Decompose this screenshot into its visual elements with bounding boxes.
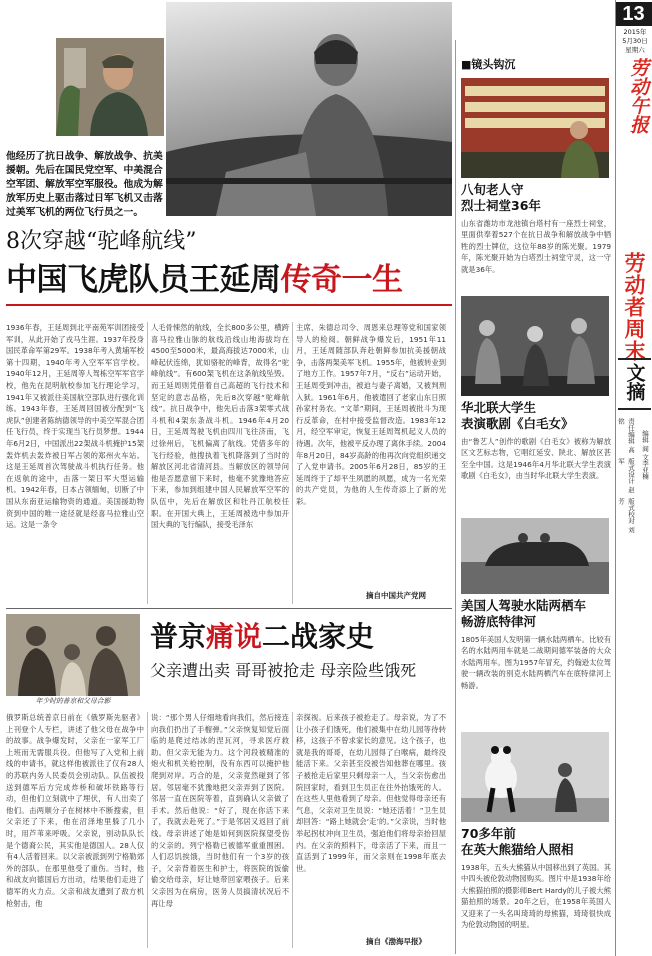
second-story-headline [150,620,374,654]
story1-title-line2: 烈士祠堂36年 [461,198,541,213]
column-divider [292,322,293,604]
story1-body: 山东省潍坊市龙池镇台塔村有一座烈士祠堂，里面供奉着527个在抗日战争和解放战争中牺牲的烈士牌位，这位年88岁的陈光聚。1979年，陈光聚开始为白塔烈士祠堂守灵，这一守就是36年。 [461,219,611,274]
sidebar-column-title-box [618,358,651,410]
putin-photo-caption: 年少时的普京和父母合影 [35,697,111,705]
page-number-box [615,2,652,26]
main-story-headline [6,260,451,300]
date-year: 2015年 [623,28,647,36]
opera-performance-photo [461,296,609,396]
second-story-subhead: 父亲遭出卖 哥哥被抢走 母亲险些饿死 [150,661,417,680]
portrait-elderly-photo [56,38,164,136]
panda-figure [461,732,609,822]
story1-title-line1: 八旬老人守 [461,182,524,197]
main-story-column-3: 主席、朱德总司令、周恩来总理等党和国家领导人的检阅。朝鲜战争爆发后，1951年11月，王延周随部队奔赴朝鲜参加抗美援朝战争，击落两架美军飞机。1955年，他被转业到了地方工作。1957年7月，“反右”运动开始，王延周受到冲击，被迫与妻子离婚，又被判刑入狱。1961年6月，他被遣回了老家山东日照孙家村务农。“文革”期间，王延周被批斗为现行反革命，在村中接受监督改造。1983年12月，经空军审定，恢复王延周驾机起义人员的待遇。次年，他被平反办理了离休手续。2004年8月20日，84岁高龄的他再次向党组织递交了入党申请书。2005年6月28日，85岁的王延周终于了却平生夙愿的夙愿，成为一名光荣的共产党员，为他的人生传奇添上了新的光彩。 [296,323,446,506]
portrait-elderly-figure [56,38,164,136]
credit-proofreader: 版式校对 刘芳 [617,498,635,533]
right-column-section-header: ■镜头钩沉 [461,58,516,71]
memorial-hall-photo [461,78,609,178]
amphibious-car-figure [461,518,609,594]
story-separator [6,608,452,609]
sidebar-column-title: 文摘 [623,363,646,401]
main-story-column-1: 1936年春，王延周到北平南苑军训团接受军训，从此开始了戎马生涯。1937年投身国民革命军第29军。1938年考入黄埔军校第十四期，1940年考入空军军官学校。1940年12月，王延周等人驾栋空军军官学校，他先在昆明航校参加飞行理论学习，1941年又被派往美国航空部队进行强化训练。1943年春，王延周回国被分配到“飞虎队”创建者陈纳德领导的中美空军混合团任飞行员，终于实现当飞行员梦想。1944年6月2日，中国派出22架战斗机掩护15架轰炸机去轰炸被日军占领的郑州火车站。这是王延周首次驾驶战斗机执行任务。他在返航的途中，击落一架日军大型运输机。1942年春，日本占领缅甸，切断了中国从东南亚运输物资的通道。美国援助物资到中国的唯一途径就是经喜马拉雅山空运。这是一条令 [6,323,144,530]
second-story-column-2: 说：“那个男人仔细地看向我们，然后接连向我们扔出了手榴弹。”父亲恢复知觉后面临的是爬过结冰的涅瓦河，寻求医疗救助。但父亲无能为力。这个河段被精准的炮火和机关枪控制，没有东西可以掩护他爬到对岸。巧合的是，父亲竟然碰到了邻居。邻居毫不犹豫地把父亲弄到了医院。邻居一直在医院等着，直到确认父亲做了手术。然后他说：“好了，现在你活下来了，我就去赴死了。”于是邻居又返回了前线。母亲讲述了她是如何到医院探望受伤的父亲的。列宁格勒已被德军重重围困。人们忍饥挨饿，当时他们有一个3岁的孩子，父亲背着医生和护士，将医院的饭偷偷交给母亲，好让她带回家喂孩子。后来父亲因为在病房，医务人员搞清状况后不再让母 [151,713,289,908]
column-divider [292,712,293,948]
story2-body: 由“鲁艺人”创作的歌剧《白毛女》被称为解放区文艺标志物，它唱红延安、陕北、解放区甚至全中国。这是1946年4月华北联大学生表演歌剧《白毛女》，由当时华北联大学生表演。 [461,437,611,481]
story2-title-line2: 表演歌剧《白毛女》 [461,416,574,431]
date-weekday: 星期六 [625,46,645,54]
credit-editor: 责任编辑 高铭 [617,418,635,453]
amphibious-car-photo [461,518,609,594]
sidebar-credits-right [640,430,650,540]
story3-title-line2: 畅游底特律河 [461,614,537,629]
family-figures [6,614,140,696]
sidebar-credits [616,418,636,538]
panda-photographer-photo [461,732,609,822]
credit-designer: 版式设计 赵军 [617,458,635,493]
memorial-hall-figure [461,78,609,178]
masthead-logo: 劳动午报 [627,58,649,134]
putin-family-photo [6,614,140,696]
credit-editor-2: 编辑 阎 文 [641,430,649,461]
headline-black-part: 中国飞虎队员王延周 [6,262,281,298]
main-story-column-2: 人毛骨悚然的航线，全长800多公里，横跨喜马拉雅山脉的航线沿线山地海拔均在4500至5000米，最高海拔达7000米，山峰起伏连绵，犹如骆驼的峰背，故得名“驼峰航线”。有600架飞机在这条航线坠毁。而王延周则凭借着自己高超的飞行技术和坚定的意志品格，先后8次穿越“驼峰航线”。抗日战争中，他先后击落3架零式战斗机和4架东条战斗机。1946年4月20日，王延周驾驶飞机由四川飞往济南，飞过徐州后，飞机偏离了航线。凭借多年的飞行经验，他搜执着飞机降落到了当时的解放区河北省清河县。当解放区的领导问他是否愿意留下来时，他毫不犹豫地答应下来，参加到组建中国人民解放军空军的队伍中，先后在解放区和牡丹江航校任职。在开国大典上，王延周被选中参加开国大典的飞行编队，接受毛泽东 [151,323,289,530]
column-divider [147,712,148,948]
pilot-figure [166,2,452,216]
headline-part-2: 二战家史 [262,620,375,653]
story4-title-line2: 在英大熊猫给人照相 [461,842,574,857]
second-story-column-1: 俄罗斯总统普京日前在《俄罗斯先驱者》上刊登个人专栏，讲述了他父母在战争中的故事。战争爆发时，父亲在一家军工厂上班而无需服兵役。但他写了入党和上前线的申请书，就这样他被派往了仅有28人的苏联内务人民委员会别动队。队伍被投送到德军后方完成炸桥和破坏铁路等行动，但他们立刻就中了埋伏，有人出卖了他们。击两顺分子在树林中不断搜索，但父亲还了下来，他在沼泽地里躲了几小时，用芦苇来呼吸。父亲说，别动队队长是个德裔公民，其实他是德国人。28人仅有4人活着回来。以父亲被派到列宁格勒郊外的部队。在那里他受了重伤。当时，他和战友向德国后方出动，结果他们走进了德军的火力点。父亲和战友遭到了敌方机枪射击，他 [6,713,144,908]
pilot-cockpit-photo [166,2,452,216]
story4-title-line1: 70多年前 [461,826,516,841]
main-story-source: 摘自中国共产党网 [366,591,426,600]
lead-photo-caption: 他经历了抗日战争、解放战争、抗美援朝。先后在国民党空军、中美混合空军团、解放军空军服役。他成为解放军历史上驱击落过日军飞机又击落过美军飞机的两位飞行员之一。 [6,151,163,218]
opera-performers [461,296,609,396]
story3-title-line1: 美国人驾驶水陆两栖车 [461,598,587,613]
column-divider [147,322,148,604]
main-story-kicker: 8次穿越“驼峰航线” [6,229,197,254]
date-block [618,28,652,55]
second-story-source: 摘自《渤海早报》 [366,937,426,946]
headline-rule [6,304,452,306]
sidebar-section-title: 劳动者周末 [622,252,646,362]
headline-part-1: 普京 [150,620,207,653]
headline-red-part: 传奇一生 [280,262,403,298]
second-story-column-3: 亲探视。后来孩子被抢走了。母亲说，为了不让小孩子们饿死，他们被集中在幼儿园等待转移，这孩子不曾求家长的意见。这个孩子，也就是我的哥哥，在幼儿园得了白喉病，最终没能活下来。父亲甚至没被告知他葬在哪里。孩子被抢走后家里只剩母亲一人，当父亲伤愈出院回家时，看到卫生员正在往外抬饿死的人。在这些人里他看到了母亲。但他觉得母亲还有气息，父亲对卫生员说：“她还活着！”卫生员却回答：“路上她就会‘走’的。”父亲说，当时他举起拐杖冲向卫生员，强迫他们将母亲抬回屋内。在父亲的照料下，母亲活了下来，而且一直活到了1999年，而父亲则在1998年底去世。 [296,713,446,873]
credit-editor-3: 李亚楠 [641,460,649,480]
headline-red-word: 痛说 [206,620,263,653]
date-day: 5月30日 [622,37,648,45]
page-number: 13 [622,3,645,25]
right-column-divider [455,40,456,954]
story4-body: 1938年，五头大熊猫从中国移出到了英国。其中四头被伦敦动物园购买。图片中是1938年给大熊猫拍照的摄影师Bert Hardy的儿子被大熊猫拍照的场景。20年之后，在1958年英国人又迎来了一头名叫琦琦的母熊猫，琦琦很快成为伦敦动物园的明星。 [461,863,611,930]
story3-body: 1805年美国人发明第一辆水陆两栖车。比较有名的水陆两用车就是二战期间德军装备的大众水陆两用车。图为1957年冒充，约翰逊太位驾驶一辆改装的别克水陆两栖汽车在底特律河上畅游。 [461,635,611,690]
story2-title-line1: 华北联大学生 [461,400,537,415]
